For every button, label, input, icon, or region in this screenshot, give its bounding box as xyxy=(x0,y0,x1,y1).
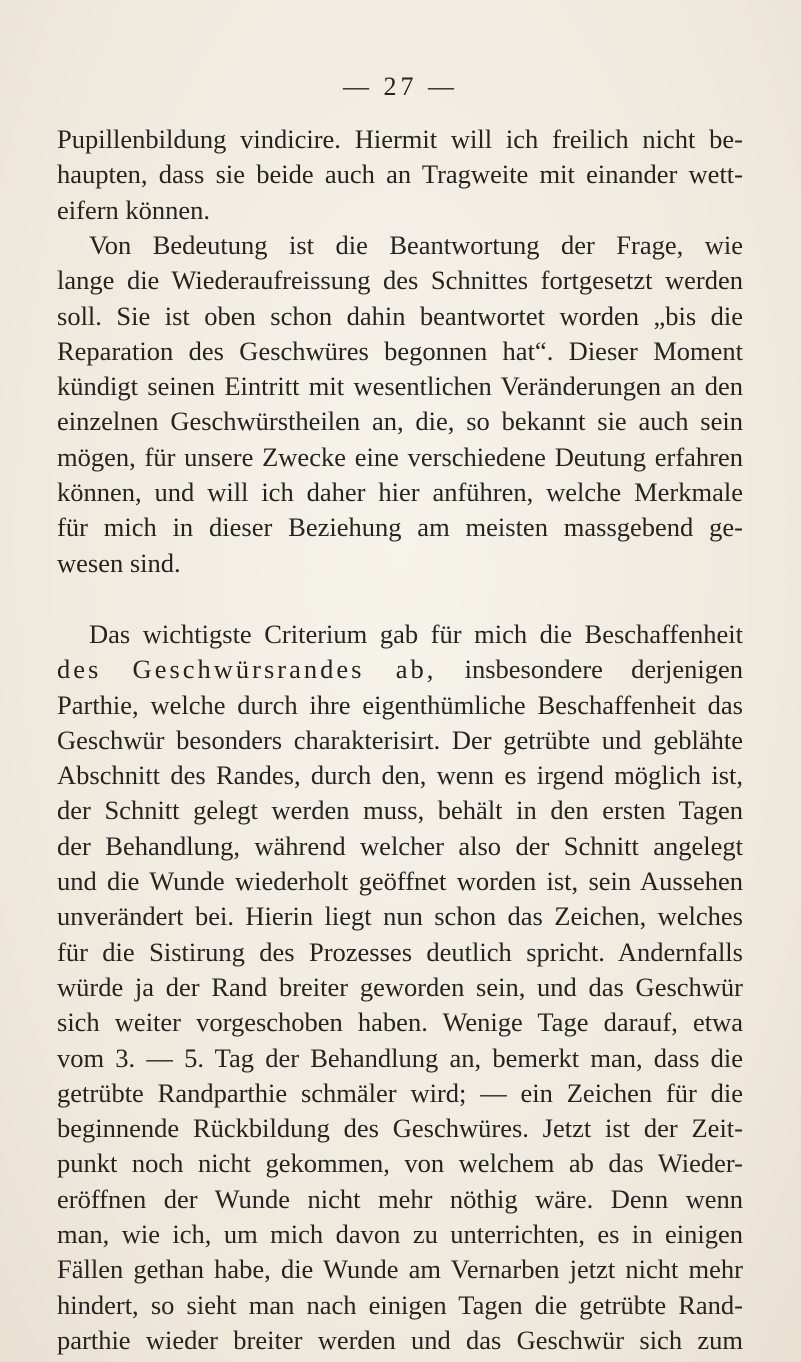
text-line: eröffnen der Wunde nicht mehr nöthig wäre. Denn wenn xyxy=(57,1183,743,1214)
text-line: haupten, dass sie beide auch an Tragweite mit einander wett- xyxy=(57,159,743,190)
text-fragment: insbesondere derjenigen xyxy=(436,654,743,685)
text-line: Fällen gethan habe, die Wunde am Vernarben jetzt nicht mehr xyxy=(57,1254,743,1285)
text-line: Parthie, welche durch ihre eigenthümliche Beschaffenheit das xyxy=(57,689,743,720)
paragraph-1 xyxy=(57,122,743,228)
text-line: Pupillenbildung vindicire. Hiermit will ich freilich nicht be- xyxy=(57,124,743,154)
text-line: und die Wunde wiederholt geöffnet worden ist, sein Aussehen xyxy=(57,866,743,897)
paragraph-2 xyxy=(57,228,743,581)
page-number: — 27 — xyxy=(343,72,458,101)
text-line: Abschnitt des Randes, durch den, wenn es irgend möglich ist, xyxy=(57,760,743,791)
text-line: lange die Wiederaufreissung des Schnittes fortgesetzt werden xyxy=(57,265,743,296)
text-line: sich weiter vorgeschoben haben. Wenige Tage darauf, etwa xyxy=(57,1007,743,1038)
text-line: man, wie ich, um mich davon zu unterrichten, es in einigen xyxy=(57,1219,743,1250)
text-line: für mich in dieser Beziehung am meisten massgebend ge- xyxy=(57,512,743,543)
text-line: der Behandlung, während welcher also der Schnitt angelegt xyxy=(57,830,743,861)
paragraph-3 xyxy=(57,617,743,1358)
text-line: soll. Sie ist oben schon dahin beantwortet worden „bis die xyxy=(57,300,743,331)
text-line: kündigt seinen Eintritt mit wesentlichen Veränderungen an den xyxy=(57,371,743,402)
text-line: Reparation des Geschwüres begonnen hat“. Dieser Moment xyxy=(57,335,743,366)
text-line-spaced xyxy=(57,652,743,687)
text-line: wesen sind. xyxy=(57,547,181,578)
text-line: hindert, so sieht man nach einigen Tagen die getrübte Rand- xyxy=(57,1289,743,1320)
text-line: Das wichtigste Criterium gab für mich die Beschaffenheit xyxy=(89,619,743,649)
text-line: getrübte Randparthie schmäler wird; — ein Zeichen für die xyxy=(57,1077,743,1108)
text-line: beginnende Rückbildung des Geschwüres. Jetzt ist der Zeit- xyxy=(57,1113,743,1144)
text-line: vom 3. — 5. Tag der Behandlung an, bemerkt man, dass die xyxy=(57,1042,743,1073)
text-line: mögen, für unsere Zwecke eine verschiedene Deutung erfahren xyxy=(57,441,743,472)
text-line: unverändert bei. Hierin liegt nun schon das Zeichen, welches xyxy=(57,901,743,932)
text-line: Geschwür besonders charakterisirt. Der getrübte und geblähte xyxy=(57,724,743,755)
text-line: parthie wieder breiter werden und das Geschwür sich zum xyxy=(57,1324,743,1355)
text-line: würde ja der Rand breiter geworden sein, und das Geschwür xyxy=(57,971,743,1002)
emphasized-text: des Geschwürsrandes ab, xyxy=(57,654,437,685)
text-line: Von Bedeutung ist die Beantwortung der Frage, wie xyxy=(89,230,743,260)
text-line: für die Sistirung des Prozesses deutlich spricht. Andernfalls xyxy=(57,936,743,967)
text-line: eifern können. xyxy=(57,194,211,225)
text-line: punkt noch nicht gekommen, von welchem ab das Wieder- xyxy=(57,1148,743,1179)
text-line: können, und will ich daher hier anführen, welche Merkmale xyxy=(57,477,743,508)
text-line: der Schnitt gelegt werden muss, behält in den ersten Tagen xyxy=(57,795,743,826)
text-line: einzelnen Geschwürstheilen an, die, so bekannt sie auch sein xyxy=(57,406,743,437)
